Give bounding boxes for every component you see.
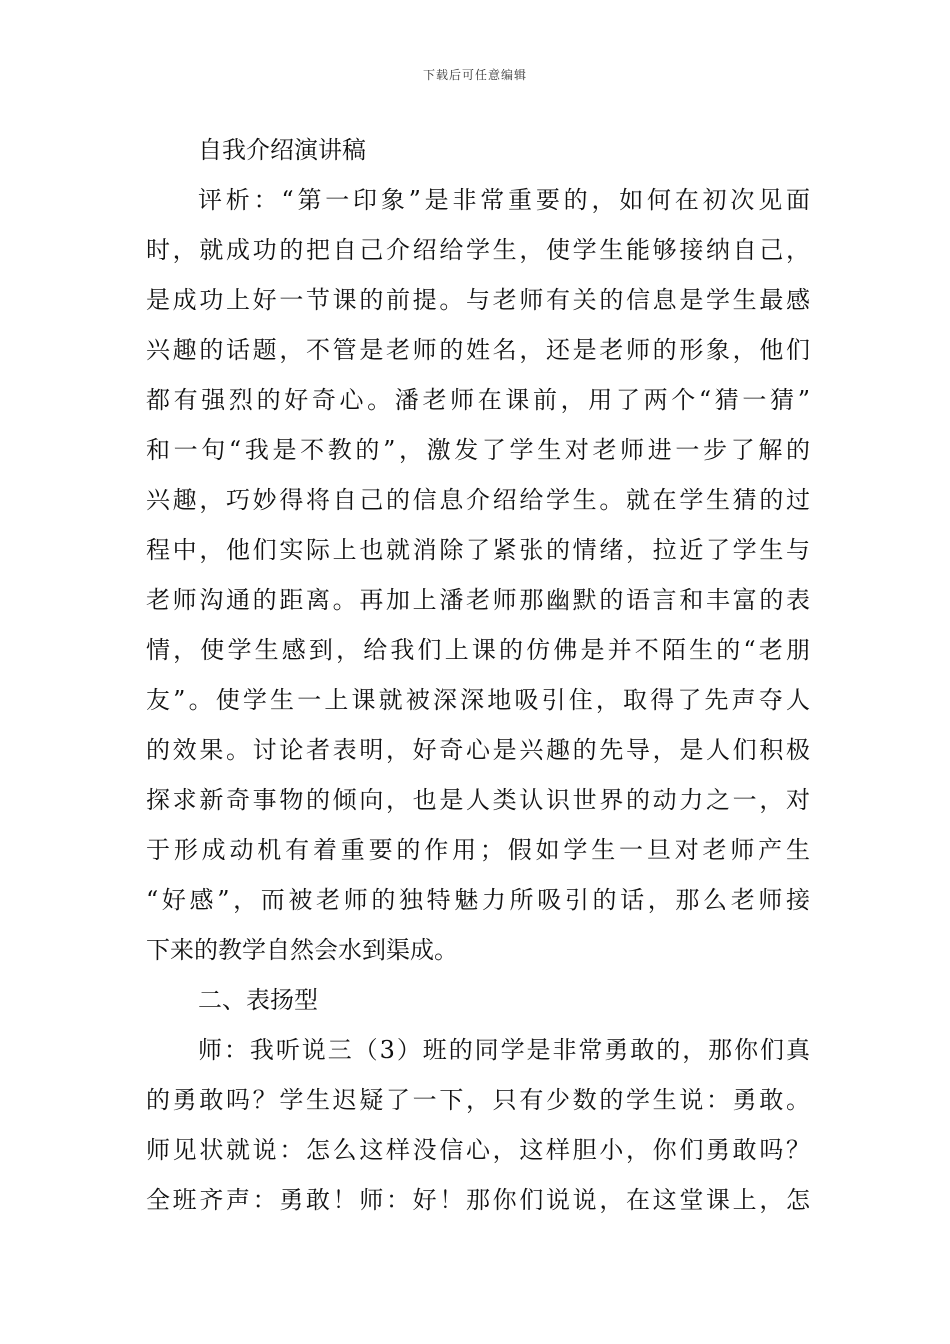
paragraph-line: 于形成动机有着重要的作用；假如学生一旦对老师产生 — [146, 836, 810, 864]
paragraph-line: 的勇敢吗？学生迟疑了一下，只有少数的学生说：勇敢。 — [146, 1086, 810, 1114]
paragraph-line: 友”。使学生一上课就被深深地吸引住，取得了先声夺人 — [146, 686, 810, 714]
section-heading: 二、表扬型 — [198, 986, 318, 1014]
paragraph-line: 老师沟通的距离。再加上潘老师那幽默的语言和丰富的表 — [146, 586, 810, 614]
header-note: 下载后可任意编辑 — [422, 68, 527, 82]
paragraph-line: 情，使学生感到，给我们上课的仿佛是并不陌生的“老朋 — [146, 636, 810, 664]
paragraph-line: 下来的教学自然会水到渠成。 — [146, 936, 458, 964]
paragraph-line: 和一句“我是不教的”，激发了学生对老师进一步了解的 — [146, 436, 810, 464]
paragraph-line: 师见状就说：怎么这样没信心，这样胆小，你们勇敢吗？ — [146, 1136, 810, 1164]
paragraph-line: 的效果。讨论者表明，好奇心是兴趣的先导，是人们积极 — [146, 736, 810, 764]
paragraph-line: 兴趣的话题，不管是老师的姓名，还是老师的形象，他们 — [146, 336, 810, 364]
paragraph-line: 全班齐声：勇敢！师：好！那你们说说，在这堂课上，怎 — [146, 1186, 810, 1214]
paragraph-line: 时，就成功的把自己介绍给学生，使学生能够接纳自己， — [146, 236, 810, 264]
paragraph-line: 是成功上好一节课的前提。与老师有关的信息是学生最感 — [146, 286, 810, 314]
paragraph-line: 都有强烈的好奇心。潘老师在课前，用了两个“猜一猜” — [146, 386, 810, 414]
paragraph-line: 师：我听说三（3）班的同学是非常勇敢的，那你们真 — [198, 1036, 810, 1064]
paragraph-line: 评析：“第一印象”是非常重要的，如何在初次见面 — [198, 186, 810, 214]
document-title: 自我介绍演讲稿 — [198, 136, 366, 164]
paragraph-line: “好感”，而被老师的独特魅力所吸引的话，那么老师接 — [146, 886, 810, 914]
paragraph-line: 兴趣，巧妙得将自己的信息介绍给学生。就在学生猜的过 — [146, 486, 810, 514]
paragraph-line: 程中，他们实际上也就消除了紧张的情绪，拉近了学生与 — [146, 536, 810, 564]
paragraph-line: 探求新奇事物的倾向，也是人类认识世界的动力之一，对 — [146, 786, 810, 814]
